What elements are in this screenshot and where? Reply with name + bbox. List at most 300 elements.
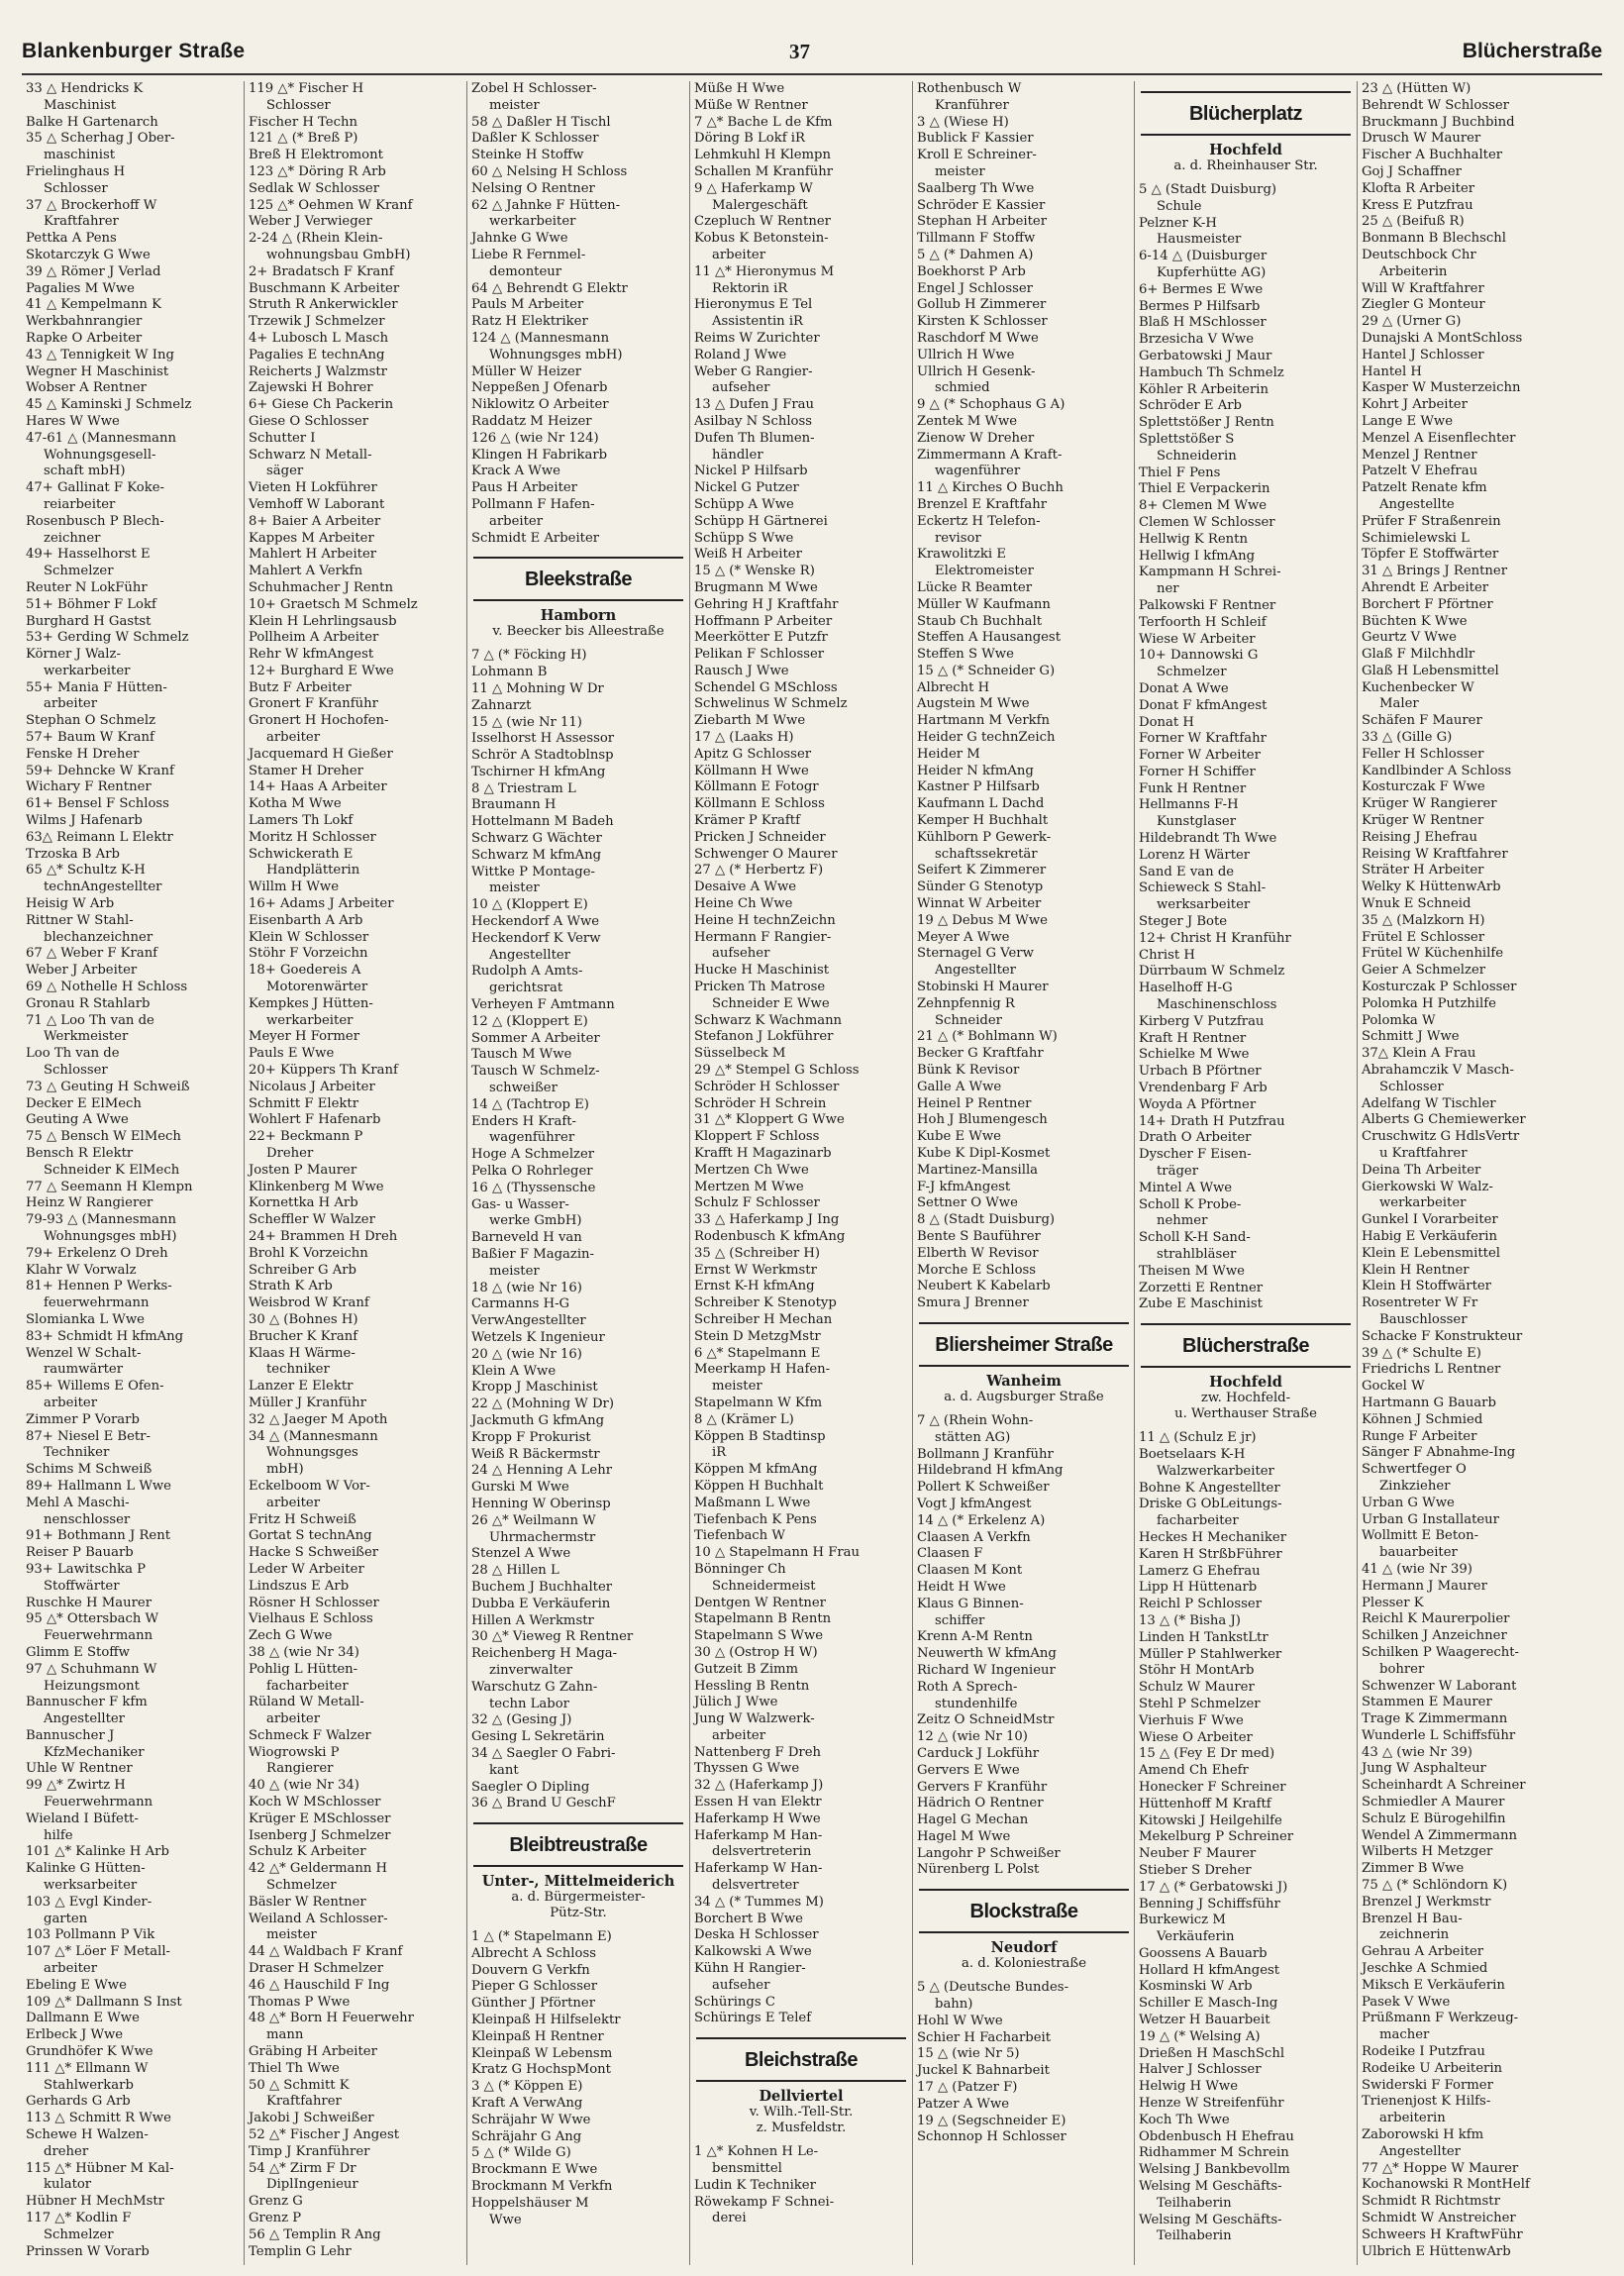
resident-entry: Schmelzer <box>1157 665 1227 680</box>
resident-entry: Hagel G Mechan <box>917 1812 1029 1828</box>
resident-entry: Angestellte <box>1379 496 1455 512</box>
resident-entry: Bäsler W Rentner <box>249 1894 366 1910</box>
resident-entry: Buchem J Buchhalter <box>471 1579 613 1595</box>
resident-entry: Reichl K Maurerpolier <box>1362 1611 1510 1627</box>
resident-entry: Richard W Ingenieur <box>917 1662 1056 1678</box>
resident-entry: Neppeßen J Ofenarb <box>471 380 608 396</box>
resident-entry: Carduck J Lokführ <box>917 1745 1040 1761</box>
resident-entry: Reichenberg H Maga- <box>471 1646 618 1662</box>
resident-entry: delsvertreter <box>712 1878 799 1894</box>
resident-entry: Krack A Wwe <box>471 464 560 479</box>
resident-entry: Zimmer B Wwe <box>1362 1861 1465 1877</box>
resident-entry: Pettka A Pens <box>26 231 117 247</box>
resident-entry: 113 △ Schmitt R Wwe <box>26 2111 171 2126</box>
resident-entry: Goossens A Bauarb <box>1139 1945 1268 1961</box>
resident-entry: Schröder E Arb <box>1139 398 1242 414</box>
resident-entry: Weiß H Arbeiter <box>694 547 802 563</box>
street-extent: a. d. Koloniestraße <box>961 1956 1087 1972</box>
resident-entry: 8 △ (Stadt Duisburg) <box>917 1212 1056 1228</box>
resident-entry: Engel J Schlosser <box>917 280 1033 296</box>
resident-entry: Brugmann M Wwe <box>694 579 818 595</box>
resident-entry: Köllmann E Fotogr <box>694 779 819 795</box>
resident-entry: Henning W Oberinsp <box>471 1496 611 1511</box>
resident-entry: Mertzen Ch Wwe <box>694 1162 809 1178</box>
resident-entry: hilfe <box>44 1827 73 1843</box>
resident-entry: nehmer <box>1157 1213 1208 1229</box>
resident-entry: Hüttenhoff M Kraftf <box>1139 1796 1271 1811</box>
resident-entry: Schwelinus W Schmelz <box>694 696 848 712</box>
resident-entry: Rodeike I Putzfrau <box>1362 2044 1485 2060</box>
resident-entry: Linden H TankstLtr <box>1139 1629 1269 1645</box>
resident-entry: Runge F Arbeiter <box>1362 1428 1477 1444</box>
resident-entry: Wohnungsgesell- <box>44 447 156 463</box>
resident-entry: Schuhmacher J Rentn <box>249 579 393 595</box>
resident-entry: Schendel G MSchloss <box>694 679 838 695</box>
resident-entry: Hottelmann M Badeh <box>471 814 614 830</box>
resident-entry: Draser H Schmelzer <box>249 1961 383 1977</box>
resident-entry: 31 △* Kloppert G Wwe <box>694 1112 845 1128</box>
resident-entry: Hucke H Maschinist <box>694 963 830 979</box>
resident-entry: Rothenbusch W <box>917 81 1022 96</box>
resident-entry: Klein H Stoffwärter <box>1362 1279 1491 1294</box>
resident-entry: Pohlig L Hütten- <box>249 1661 358 1677</box>
resident-entry: Bente S Bauführer <box>917 1228 1041 1244</box>
resident-entry: Hermann F Rangier- <box>694 929 832 945</box>
resident-entry: Malergeschäft <box>712 197 808 213</box>
resident-entry: Krenn A-M Rentn <box>917 1629 1033 1645</box>
section-spacer <box>913 1972 1135 1980</box>
resident-entry: Nickel G Putzer <box>694 480 799 496</box>
resident-entry: Forner W Arbeiter <box>1139 748 1261 764</box>
resident-entry: Reiser P Bauarb <box>26 1545 134 1561</box>
resident-entry: Zobel H Schlosser- <box>471 81 597 96</box>
resident-entry: Schulz K Arbeiter <box>249 1844 366 1860</box>
column-3 <box>466 81 689 2265</box>
page-number: 37 <box>789 40 810 63</box>
resident-entry: Schulz W Maurer <box>1139 1680 1255 1696</box>
resident-entry: Schwarz K Wachmann <box>694 1012 843 1028</box>
resident-entry: Martinez-Mansilla <box>917 1162 1039 1178</box>
street-section-header <box>473 557 683 601</box>
resident-entry: Rosentreter W Fr <box>1362 1295 1478 1311</box>
resident-entry: Vogt J kfmAngest <box>917 1496 1032 1511</box>
resident-entry: Schwertfeger O <box>1362 1462 1467 1478</box>
resident-entry: Albrecht H <box>917 679 990 695</box>
resident-entry: 25 △ (Beifuß R) <box>1362 214 1465 230</box>
resident-entry: Goj J Schaffner <box>1362 163 1462 179</box>
resident-entry: 31 △ Brings J Rentner <box>1362 564 1508 579</box>
resident-entry: 103 Pollmann P Vik <box>26 1927 155 1943</box>
resident-entry: Scheffler W Walzer <box>249 1212 375 1228</box>
resident-entry: Desaive A Wwe <box>694 879 797 895</box>
resident-entry: Stöhr F Vorzeichn <box>249 946 368 962</box>
resident-entry: Schüpp A Wwe <box>694 496 794 512</box>
resident-entry: Weber J Arbeiter <box>26 963 138 979</box>
resident-entry: Abrahamczik V Masch- <box>1362 1063 1514 1079</box>
street-extent: a. d. Augsburger Straße <box>944 1389 1104 1404</box>
running-head-left: Blankenburger Straße <box>22 40 246 62</box>
resident-entry: Gerhards G Arb <box>26 2094 131 2110</box>
resident-entry: Angestellter <box>489 947 570 963</box>
resident-entry: 45 △ Kaminski J Schmelz <box>26 397 192 413</box>
resident-entry: Grenz P <box>249 2211 302 2225</box>
resident-entry: Zehnpfennig R <box>917 995 1015 1011</box>
resident-entry: Juckel K Bahnarbeit <box>917 2063 1050 2079</box>
resident-entry: Gunkel I Vorarbeiter <box>1362 1212 1498 1228</box>
section-spacer <box>467 640 689 648</box>
resident-entry: Winnat W Arbeiter <box>917 896 1042 912</box>
resident-entry: Swiderski F Former <box>1362 2077 1493 2093</box>
resident-entry: Heckendorf A Wwe <box>471 914 600 930</box>
resident-entry: Plesser K <box>1362 1595 1424 1610</box>
resident-entry: Patzer A Wwe <box>917 2096 1010 2112</box>
resident-entry: Schier H Facharbeit <box>917 2029 1052 2045</box>
district-name: Wanheim <box>986 1372 1062 1390</box>
resident-entry: stundenhilfe <box>935 1696 1018 1711</box>
resident-entry: Rausch J Wwe <box>694 663 789 678</box>
resident-entry: Teilhaberin <box>1157 2195 1232 2211</box>
resident-entry: Eisenbarth A Arb <box>249 912 363 928</box>
resident-entry: Eckelboom W Vor- <box>249 1478 370 1494</box>
resident-entry: aufseher <box>712 380 770 396</box>
resident-entry: Hellwig K Rentn <box>1139 531 1248 547</box>
resident-entry: Schneider <box>935 1012 1002 1028</box>
resident-entry: Patzelt V Ehefrau <box>1362 464 1478 479</box>
resident-entry: Schwickerath E <box>249 846 354 862</box>
resident-entry: 42 △* Geldermann H <box>249 1861 388 1877</box>
resident-entry: Pieper G Schlosser <box>471 1979 598 1995</box>
resident-entry: Verkäuferin <box>1157 1929 1235 1945</box>
resident-entry: Templin G Lehr <box>249 2243 352 2259</box>
resident-entry: Lücke R Beamter <box>917 579 1033 595</box>
resident-entry: Schulz F Schlosser <box>694 1195 820 1211</box>
resident-entry: Zienow W Dreher <box>917 430 1035 446</box>
resident-entry: Sträter H Arbeiter <box>1362 863 1484 879</box>
resident-entry: Mekelburg P Schreiner <box>1139 1829 1294 1845</box>
resident-entry: Brenzel H Bau- <box>1362 1911 1463 1926</box>
running-head-right: Blücherstraße <box>1462 40 1602 62</box>
resident-entry: Kastner P Hilfsarb <box>917 779 1040 795</box>
resident-entry: 15 △ (wie Nr 11) <box>471 714 582 730</box>
resident-entry: Meerkamp H Hafen- <box>694 1362 831 1378</box>
resident-entry: Schacke F Konstrukteur <box>1362 1328 1523 1344</box>
resident-entry: Heidt H Wwe <box>917 1579 1006 1595</box>
resident-entry: Köppen H Buchhalt <box>694 1478 824 1494</box>
resident-entry: Leder W Arbeiter <box>249 1561 364 1577</box>
resident-entry: 63△ Reimann L Elektr <box>26 829 173 845</box>
resident-entry: Bünk K Revisor <box>917 1063 1020 1079</box>
resident-entry: Gronert F Kranführ <box>249 696 378 712</box>
resident-entry: 117 △* Kodlin F <box>26 2211 132 2225</box>
resident-entry: Pauls M Arbeiter <box>471 297 584 313</box>
resident-entry: Lehmkuhl H Klempn <box>694 148 831 163</box>
resident-entry: säger <box>266 464 304 479</box>
resident-entry: Stenzel A Wwe <box>471 1546 571 1562</box>
resident-entry: Frielinghaus H <box>26 163 126 179</box>
resident-entry: Benning J Schiffsführ <box>1139 1896 1280 1912</box>
resident-entry: Schneidermeist <box>712 1578 816 1594</box>
resident-entry: Hübner H MechMstr <box>26 2194 164 2210</box>
resident-entry: Hoffmann P Arbeiter <box>694 613 833 629</box>
resident-entry: Heinz W Rangierer <box>26 1195 153 1211</box>
resident-entry: Kochanowski R MontHelf <box>1362 2177 1530 2193</box>
resident-entry: Glimm E Stoffw <box>26 1644 130 1660</box>
resident-entry: Jülich J Wwe <box>694 1695 778 1710</box>
resident-entry: Lange E Wwe <box>1362 413 1454 429</box>
resident-entry: Maschinenschloss <box>1157 997 1277 1013</box>
resident-entry: gerichtsrat <box>489 981 563 996</box>
resident-entry: 115 △* Hübner M Kal- <box>26 2160 174 2176</box>
resident-entry: Rüland W Metall- <box>249 1695 364 1710</box>
resident-entry: macher <box>1379 2027 1430 2043</box>
resident-entry: meister <box>935 163 985 179</box>
resident-entry: Menzel A Eisenflechter <box>1362 430 1516 446</box>
resident-entry: blechanzeichner <box>44 929 153 945</box>
resident-entry: 1 △* Kohnen H Le- <box>694 2144 819 2160</box>
resident-entry: Schmidt E Arbeiter <box>471 530 600 546</box>
resident-entry: Dürrbaum W Schmelz <box>1139 964 1285 980</box>
resident-entry: Kemper H Buchhalt <box>917 813 1049 829</box>
resident-entry: iR <box>712 1445 727 1461</box>
resident-entry: Schneider K ElMech <box>44 1162 180 1178</box>
resident-entry: Drusch W Maurer <box>1362 131 1481 147</box>
resident-entry: 121 △ (* Breß P) <box>249 131 358 147</box>
resident-entry: 12+ Christ H Kranführ <box>1139 930 1291 946</box>
resident-entry: Schmelzer <box>44 2226 114 2242</box>
resident-entry: Schilken P Waagerecht- <box>1362 1644 1520 1660</box>
resident-entry: Klinkenberg M Wwe <box>249 1179 384 1194</box>
resident-entry: 77 △ Seemann H Klempn <box>26 1179 193 1194</box>
resident-entry: Krawolitzki E <box>917 547 1006 563</box>
resident-entry: Klaas H Wärme- <box>249 1345 355 1361</box>
resident-entry: Schonnop H Schlosser <box>917 2129 1066 2145</box>
resident-entry: Trienenjost K Hilfs- <box>1362 2094 1491 2110</box>
resident-entry: 6 △* Stapelmann E <box>694 1345 821 1361</box>
resident-entry: Rösner H Schlosser <box>249 1595 379 1610</box>
resident-entry: Klein W Schlosser <box>249 929 369 945</box>
resident-entry: Stapelmann B Rentn <box>694 1611 832 1627</box>
resident-entry: bauarbeiter <box>1379 1545 1458 1561</box>
resident-entry: Kirberg V Putzfrau <box>1139 1013 1265 1029</box>
resident-entry: Schräjahr G Ang <box>471 2128 582 2144</box>
resident-entry: werksarbeiter <box>44 1878 138 1894</box>
resident-entry: arbeiter <box>44 696 98 712</box>
resident-entry: Apitz G Schlosser <box>694 746 812 762</box>
resident-entry: Ridhammer M Schrein <box>1139 2145 1289 2161</box>
resident-entry: Pollheim A Arbeiter <box>249 630 379 646</box>
resident-entry: Roth A Sprech- <box>917 1679 1018 1695</box>
resident-entry: Werkbahnrangier <box>26 314 143 330</box>
resident-entry: Hohl W Wwe <box>917 2013 1003 2028</box>
street-name: Blockstraße <box>969 1901 1078 1923</box>
resident-entry: Raschdorf M Wwe <box>917 330 1039 346</box>
resident-entry: maschinist <box>44 148 116 163</box>
resident-entry: 29 △ (Urner G) <box>1362 314 1462 330</box>
resident-entry: Hoh J Blumengesch <box>917 1112 1048 1128</box>
resident-entry: Klaus G Binnen- <box>917 1596 1024 1611</box>
resident-entry: 7 △* Bache L de Kfm <box>694 114 833 130</box>
resident-entry: Boetselaars K-H <box>1139 1446 1246 1462</box>
street-section-header <box>1141 91 1351 136</box>
resident-entry: Reuter N LokFühr <box>26 579 148 595</box>
resident-entry: Schutter I <box>249 430 316 446</box>
resident-entry: Patzelt Renate kfm <box>1362 480 1487 496</box>
resident-entry: Albrecht A Schloss <box>471 1945 596 1961</box>
resident-entry: Scholl K-H Sand- <box>1139 1230 1251 1246</box>
resident-entry: 44 △ Waldbach F Kranf <box>249 1944 403 1960</box>
resident-entry: Donat A Wwe <box>1139 680 1229 696</box>
resident-entry: Fenske H Dreher <box>26 746 140 762</box>
resident-entry: Bohne K Angestellter <box>1139 1480 1280 1496</box>
resident-entry: 38 △ (wie Nr 34) <box>249 1644 359 1660</box>
resident-entry: Kornettka H Arb <box>249 1195 358 1211</box>
resident-entry: Heider G technZeich <box>917 730 1056 746</box>
resident-entry: 11 △* Hieronymus M <box>694 263 835 279</box>
resident-entry: dreher <box>44 2143 89 2159</box>
resident-entry: 48 △* Born H Feuerwehr <box>249 2011 414 2026</box>
resident-entry: Daßler K Schlosser <box>471 131 599 147</box>
resident-entry: 64 △ Behrendt G Elektr <box>471 280 628 296</box>
resident-entry: Wwe <box>489 2212 522 2227</box>
resident-entry: Nattenberg F Dreh <box>694 1744 821 1760</box>
resident-entry: Nürenberg L Polst <box>917 1862 1040 1878</box>
resident-entry: facharbeiter <box>1157 1513 1239 1529</box>
resident-entry: Rittner W Stahl- <box>26 912 134 928</box>
resident-entry: 1 △ (* Stapelmann E) <box>471 1929 612 1945</box>
resident-entry: arbeiter <box>712 1727 766 1743</box>
resident-entry: Rangierer <box>266 1761 334 1777</box>
resident-entry: reiarbeiter <box>44 496 116 512</box>
resident-entry: Donat H <box>1139 714 1194 730</box>
district-name: Hochfeld <box>1209 1374 1282 1392</box>
resident-entry: 15 △ (* Wenske R) <box>694 564 815 579</box>
resident-entry: 26 △* Weilmann W <box>471 1512 596 1528</box>
resident-entry: Wittke P Montage- <box>471 864 595 879</box>
resident-entry: raumwärter <box>44 1362 124 1378</box>
resident-entry: Fritz H Schweiß <box>249 1511 356 1527</box>
resident-entry: Stehl P Schmelzer <box>1139 1696 1261 1711</box>
resident-entry: Schmitt F Elektr <box>249 1095 359 1111</box>
resident-entry: Weisbrod W Kranf <box>249 1295 369 1311</box>
resident-entry: Hantel J Schlosser <box>1362 347 1484 362</box>
resident-entry: Zimmer P Vorarb <box>26 1411 140 1427</box>
resident-entry: Schreiber G Arb <box>249 1262 356 1278</box>
resident-entry: Müller P Stahlwerker <box>1139 1646 1282 1662</box>
resident-entry: Mintel A Wwe <box>1139 1180 1233 1195</box>
resident-entry: 20 △ (wie Nr 16) <box>471 1346 582 1362</box>
resident-entry: Schmelzer <box>44 564 114 579</box>
resident-entry: Gervers E Wwe <box>917 1762 1020 1778</box>
resident-entry: Staub Ch Buchhalt <box>917 613 1043 629</box>
resident-entry: Kropp F Prokurist <box>471 1429 591 1445</box>
resident-entry: Koch Th Wwe <box>1139 2112 1230 2127</box>
resident-entry: Hartmann M Verkfn <box>917 713 1050 729</box>
resident-entry: Steffen S Wwe <box>917 647 1014 663</box>
resident-entry: Splettstößer S <box>1139 431 1235 447</box>
resident-entry: 81+ Hennen P Werks- <box>26 1279 172 1294</box>
resident-entry: Tausch W Schmelz- <box>471 1064 600 1080</box>
resident-entry: Klein A Wwe <box>471 1363 557 1379</box>
directory-columns <box>22 81 1602 2265</box>
resident-entry: Krüger W Rangierer <box>1362 796 1497 812</box>
resident-entry: Welsing M Geschäfts- <box>1139 2179 1282 2195</box>
resident-entry: 5 △ (* Dahmen A) <box>917 247 1034 262</box>
column-4 <box>689 81 912 2265</box>
resident-entry: Töpfer E Stoffwärter <box>1362 547 1499 563</box>
resident-entry: Thyssen G Wwe <box>694 1761 800 1777</box>
resident-entry: Nelsing O Rentner <box>471 180 595 196</box>
resident-entry: Wohnungsges <box>266 1445 358 1461</box>
street-name: Bleibtreustraße <box>509 1834 648 1857</box>
resident-entry: Mehl A Maschi- <box>26 1495 130 1510</box>
resident-entry: Sand E van de <box>1139 864 1235 879</box>
resident-entry: 41 △ Kempelmann K <box>26 297 161 313</box>
resident-entry: arbeiter <box>266 730 321 746</box>
resident-entry: Hares W Wwe <box>26 413 120 429</box>
resident-entry: Brenzel E Kraftfahr <box>917 496 1048 512</box>
resident-entry: Köppen M kfmAng <box>694 1462 818 1478</box>
resident-entry: Splettstößer J Rentn <box>1139 415 1274 431</box>
resident-entry: Brenzel J Werkmstr <box>1362 1894 1491 1910</box>
resident-entry: Schielke M Wwe <box>1139 1047 1250 1063</box>
resident-entry: Deska H Schlosser <box>694 1927 819 1943</box>
resident-entry: arbeiter <box>712 247 766 262</box>
resident-entry: Heider N kfmAng <box>917 763 1034 778</box>
resident-entry: 53+ Gerding W Schmelz <box>26 630 189 646</box>
resident-entry: Heizungsmont <box>44 1678 140 1694</box>
resident-entry: Hildebrand H kfmAng <box>917 1463 1064 1479</box>
resident-entry: Gronert H Hochofen- <box>249 713 389 729</box>
resident-entry: Wilberts H Metzger <box>1362 1844 1493 1860</box>
resident-entry: Hellmanns F-H <box>1139 797 1239 813</box>
resident-entry: Schröder H Schlosser <box>694 1079 840 1094</box>
resident-entry: 14 △ (* Erkelenz A) <box>917 1512 1046 1528</box>
resident-entry: Müller J Kranführ <box>249 1395 366 1410</box>
resident-entry: 11 △ (Schulz E jr) <box>1139 1430 1257 1446</box>
resident-entry: 2+ Bradatsch F Kranf <box>249 263 394 279</box>
resident-entry: Timp J Kranführer <box>249 2143 370 2159</box>
resident-entry: Brohl K Vorzeichn <box>249 1245 368 1261</box>
resident-entry: 32 △ Jaeger M Apoth <box>249 1411 388 1427</box>
resident-entry: DiplIngenieur <box>266 2177 358 2193</box>
resident-entry: Stapelmann S Wwe <box>694 1628 824 1644</box>
resident-entry: Schmeck F Walzer <box>249 1727 371 1743</box>
resident-entry: Terfoorth H Schleif <box>1139 614 1267 630</box>
resident-entry: 60 △ Nelsing H Schloss <box>471 163 628 179</box>
resident-entry: Heisig W Arb <box>26 896 115 912</box>
resident-entry: Zeitz O SchneidMstr <box>917 1712 1055 1728</box>
resident-entry: Kotha M Wwe <box>249 796 342 812</box>
resident-entry: 43 △ Tennigkeit W Ing <box>26 347 174 362</box>
resident-entry: 30 △* Vieweg R Rentner <box>471 1629 634 1645</box>
resident-entry: Tiefenbach K Pens <box>694 1511 817 1527</box>
resident-entry: Wilms J Hafenarb <box>26 813 143 829</box>
resident-entry: Friedrichs L Rentner <box>1362 1362 1501 1378</box>
resident-entry: Handplätterin <box>266 863 360 879</box>
resident-entry: zinverwalter <box>489 1662 572 1678</box>
resident-entry: Arbeiterin <box>1379 263 1448 279</box>
resident-entry: Heider M <box>917 746 980 762</box>
resident-entry: Saalberg Th Wwe <box>917 180 1035 196</box>
resident-entry: Rapke O Arbeiter <box>26 330 143 346</box>
resident-entry: Josten P Maurer <box>249 1162 357 1178</box>
resident-entry: Bonmann B Blechschl <box>1362 231 1507 247</box>
resident-entry: Raddatz M Heizer <box>471 413 592 429</box>
resident-entry: Balke H Gartenarch <box>26 114 158 130</box>
resident-entry: 8+ Baier A Arbeiter <box>249 513 381 529</box>
resident-entry: Kranführer <box>935 97 1009 113</box>
resident-entry: Kirsten K Schlosser <box>917 314 1048 330</box>
